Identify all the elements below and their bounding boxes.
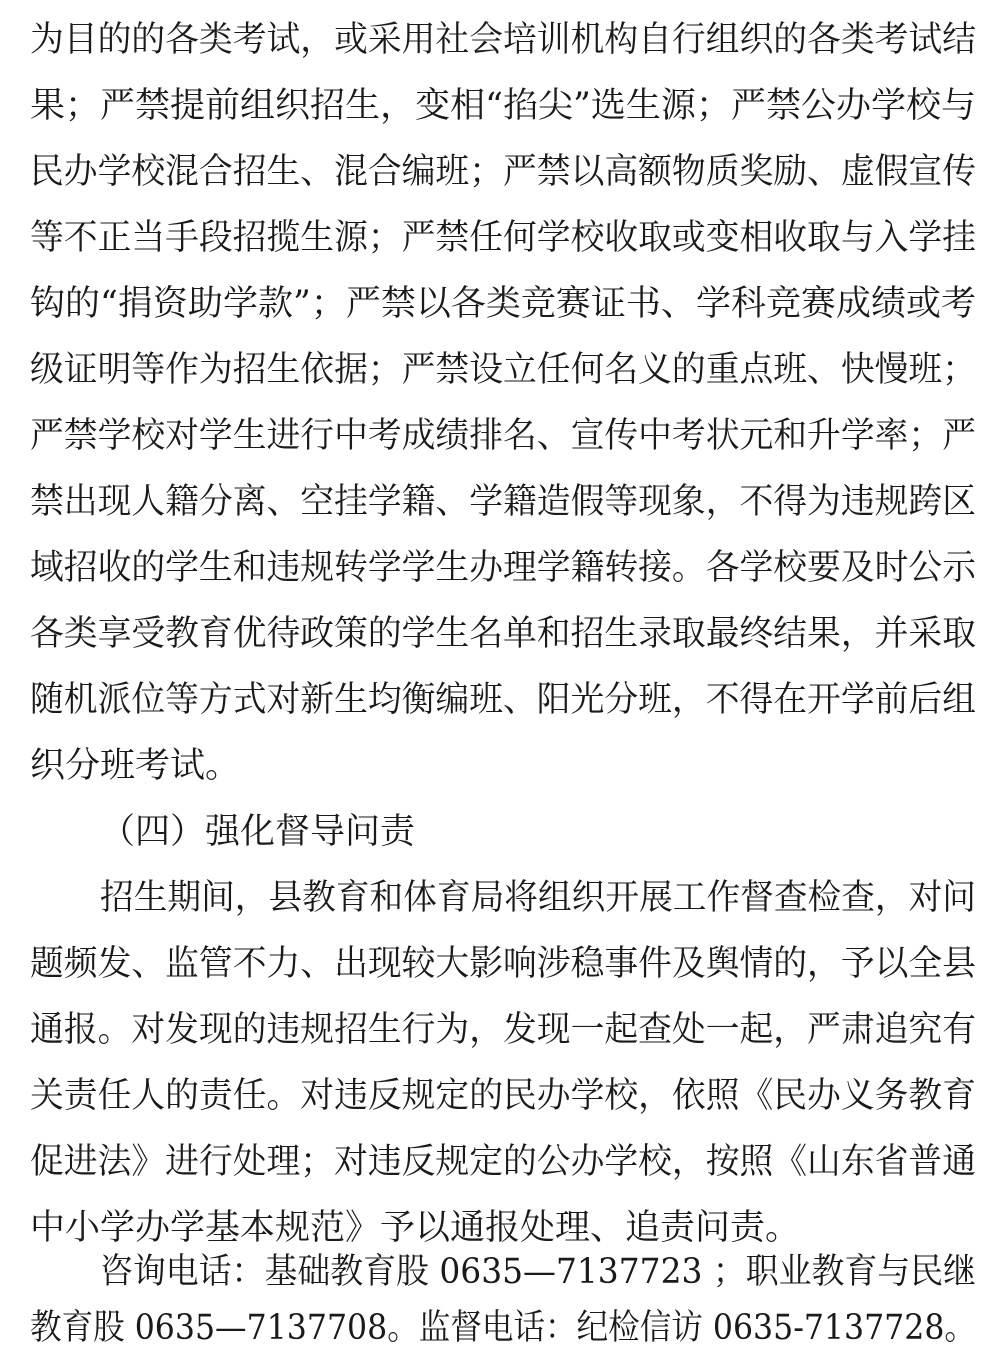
section-heading: （四）强化督导问责	[100, 812, 416, 852]
text-line: 织分班考试。	[30, 746, 241, 786]
contact-line: 教育股 0635—7137708。监督电话：纪检信访 0635-7137728。	[30, 1308, 976, 1348]
text-line: 招生期间，县教育和体育局将组织开展工作督查检查，对问	[100, 878, 976, 918]
text-line: 为目的的各类考试，或采用社会培训机构自行组织的各类考试结	[30, 20, 976, 60]
text-line: 等不正当手段招揽生源；严禁任何学校收取或变相收取与入学挂	[30, 218, 976, 258]
text-line: 域招收的学生和违规转学学生办理学籍转接。各学校要及时公示	[30, 548, 976, 588]
text-line: 钩的“捐资助学款”；严禁以各类竞赛证书、学科竞赛成绩或考	[30, 284, 976, 324]
text-line: 中小学办学基本规范》予以通报处理、追责问责。	[30, 1208, 801, 1248]
text-line: 各类享受教育优待政策的学生名单和招生录取最终结果，并采取	[30, 614, 976, 654]
text-line: 级证明等作为招生依据；严禁设立任何名义的重点班、快慢班；	[30, 350, 976, 390]
contact-line: 咨询电话：基础教育股 0635—7137723 ；职业教育与民继	[100, 1252, 976, 1292]
text-line: 随机派位等方式对新生均衡编班、阳光分班，不得在开学前后组	[30, 680, 976, 720]
text-line: 禁出现人籍分离、空挂学籍、学籍造假等现象，不得为违规跨区	[30, 482, 976, 522]
text-line: 促进法》进行处理；对违反规定的公办学校，按照《山东省普通	[30, 1142, 976, 1182]
text-line: 果；严禁提前组织招生，变相“掐尖”选生源；严禁公办学校与	[30, 86, 976, 126]
text-line: 关责任人的责任。对违反规定的民办学校，依照《民办义务教育	[30, 1076, 976, 1116]
text-line: 通报。对发现的违规招生行为，发现一起查处一起，严肃追究有	[30, 1010, 976, 1050]
text-line: 民办学校混合招生、混合编班；严禁以高额物质奖励、虚假宣传	[30, 152, 976, 192]
text-line: 题频发、监管不力、出现较大影响涉稳事件及舆情的，予以全县	[30, 944, 976, 984]
text-line: 严禁学校对学生进行中考成绩排名、宣传中考状元和升学率；严	[30, 416, 976, 456]
